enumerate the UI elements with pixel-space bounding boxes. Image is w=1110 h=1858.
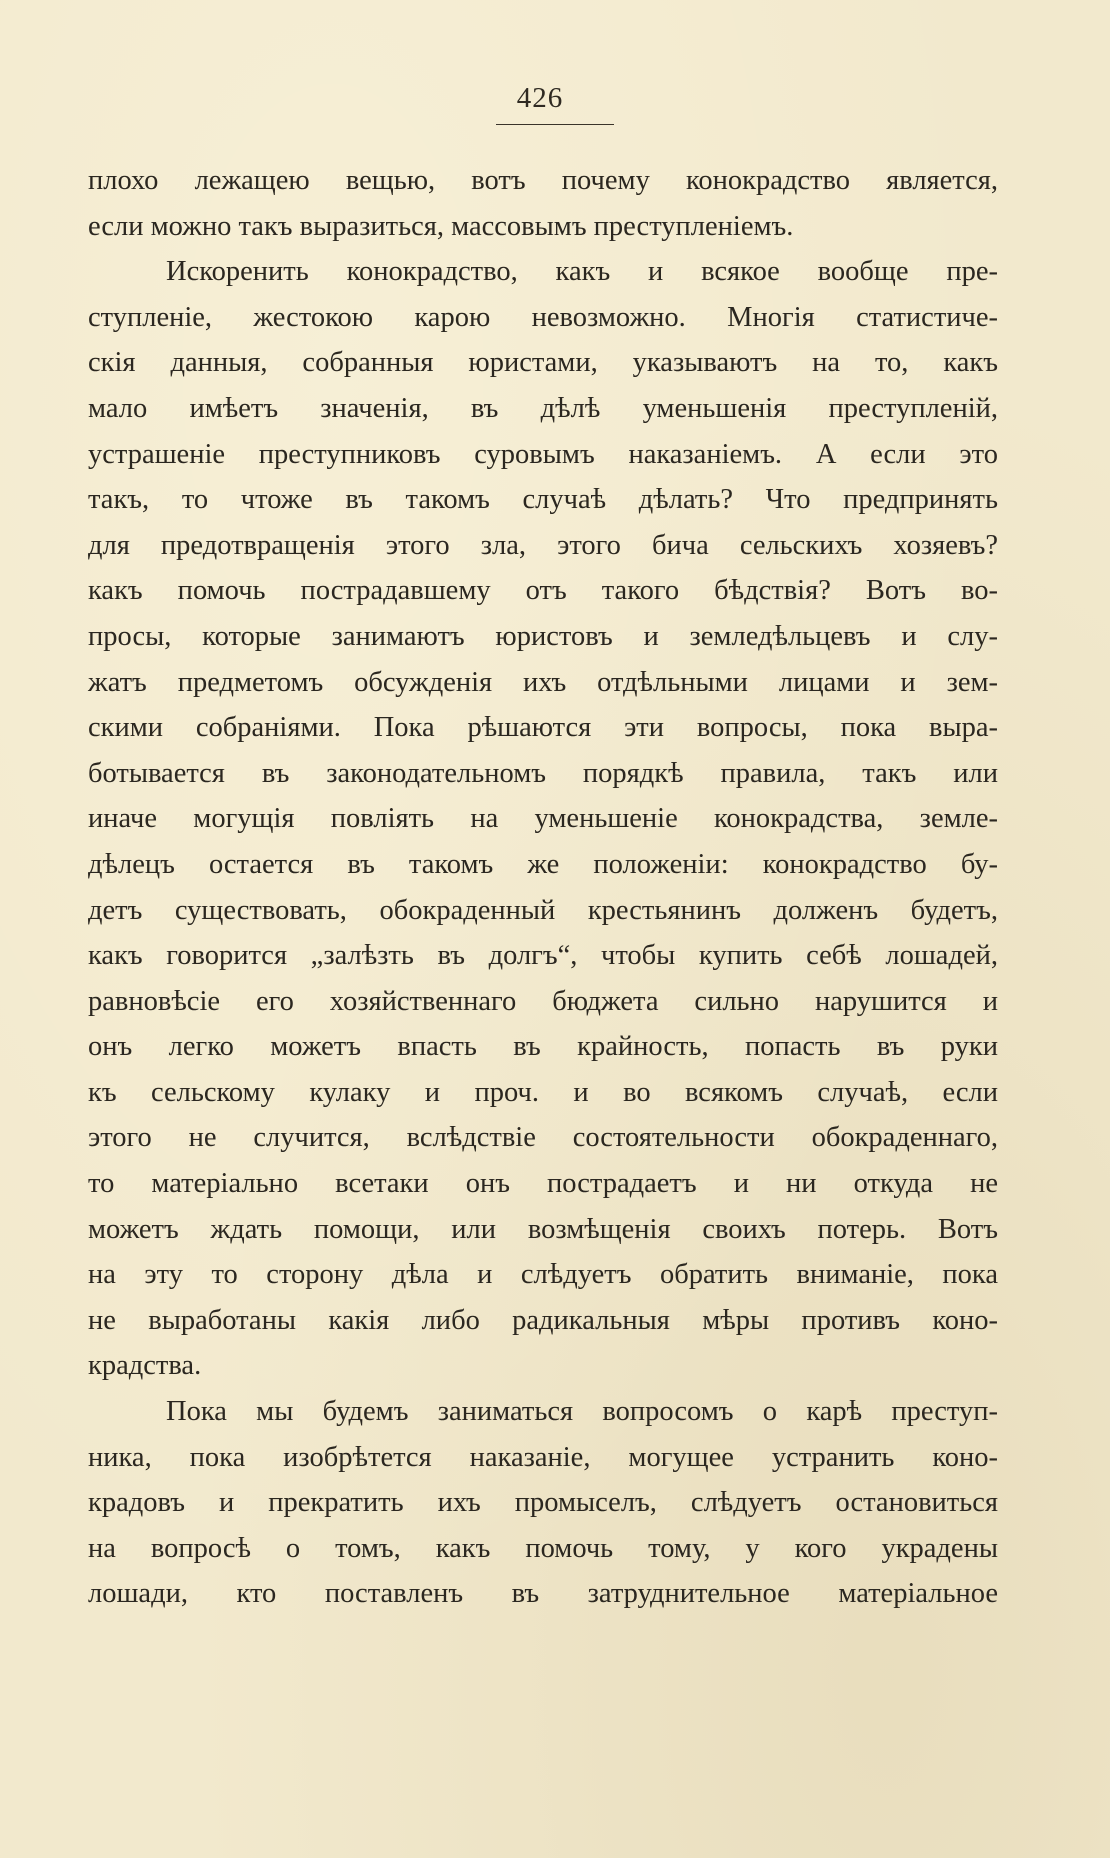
- paragraph: [88, 158, 998, 249]
- text-line: лошади, кто поставленъ въ затруднительное матеріальное: [88, 1578, 998, 1610]
- text-line: такъ, то чтоже въ такомъ случаѣ дѣлать? Что предпринять: [88, 484, 998, 516]
- page-number-rule: [496, 124, 614, 125]
- text-line: то матеріально всетаки онъ пострадаетъ и ни откуда не: [88, 1168, 998, 1200]
- text-line: иначе могущія повліять на уменьшеніе конокрадства, земле-: [88, 803, 998, 835]
- text-line: для предотвращенія этого зла, этого бича сельскихъ хозяевъ?: [88, 529, 998, 561]
- text-line: равновѣсіе его хозяйственнаго бюджета сильно нарушится и: [88, 985, 998, 1017]
- text-line: ботывается въ законодательномъ порядкѣ правила, такъ или: [88, 757, 998, 789]
- text-line: этого не случится, вслѣдствіе состоятельности обокраденнаго,: [88, 1122, 998, 1154]
- paragraph: [88, 249, 998, 1389]
- text-line: онъ легко можетъ впасть въ крайность, попасть въ руки: [88, 1031, 998, 1063]
- text-line: не выработаны какія либо радикальныя мѣры противъ коно-: [88, 1304, 998, 1336]
- text-line: жатъ предметомъ обсужденія ихъ отдѣльными лицами и зем-: [88, 666, 998, 698]
- text-line: мало имѣетъ значенія, въ дѣлѣ уменьшенія преступленій,: [88, 392, 998, 424]
- text-line: можетъ ждать помощи, или возмѣщенія своихъ потерь. Вотъ: [88, 1213, 998, 1245]
- page-number: 426: [516, 82, 564, 114]
- text-line: дѣлецъ остается въ такомъ же положеніи: конокрадство бу-: [88, 848, 998, 880]
- text-line: Пока мы будемъ заниматься вопросомъ о карѣ преступ-: [166, 1396, 998, 1428]
- paragraph: [88, 1389, 998, 1617]
- body-text: [88, 158, 998, 1617]
- text-line: если можно такъ выразиться, массовымъ преступленіемъ.: [88, 210, 794, 242]
- text-line: детъ существовать, обокраденный крестьянинъ долженъ будетъ,: [88, 894, 998, 926]
- text-line: крадства.: [88, 1350, 202, 1382]
- text-line: Искоренить конокрадство, какъ и всякое вообще пре-: [166, 256, 998, 288]
- text-line: скія данныя, собранныя юристами, указываютъ на то, какъ: [88, 347, 998, 379]
- text-line: скими собраніями. Пока рѣшаются эти вопросы, пока выра-: [88, 712, 998, 744]
- text-line: на эту то сторону дѣла и слѣдуетъ обратить вниманіе, пока: [88, 1259, 998, 1291]
- text-line: крадовъ и прекратить ихъ промыселъ, слѣдуетъ остановиться: [88, 1487, 998, 1519]
- text-line: устрашеніе преступниковъ суровымъ наказаніемъ. А если это: [88, 438, 998, 470]
- text-line: на вопросѣ о томъ, какъ помочь тому, у кого украдены: [88, 1532, 998, 1564]
- text-line: ступленіе, жестокою карою невозможно. Многія статистиче-: [88, 301, 998, 333]
- text-line: какъ помочь пострадавшему отъ такого бѣдствія? Вотъ во-: [88, 575, 998, 607]
- text-line: плохо лежащею вещью, вотъ почему конокрадство является,: [88, 165, 998, 196]
- text-line: какъ говорится „залѣзть въ долгъ“, чтобы купить себѣ лошадей,: [88, 940, 998, 972]
- text-line: просы, которые занимаютъ юристовъ и земледѣльцевъ и слу-: [88, 620, 998, 652]
- text-line: къ сельскому кулаку и проч. и во всякомъ случаѣ, если: [88, 1076, 998, 1108]
- text-line: ника, пока изобрѣтется наказаніе, могущее устранить коно-: [88, 1441, 998, 1473]
